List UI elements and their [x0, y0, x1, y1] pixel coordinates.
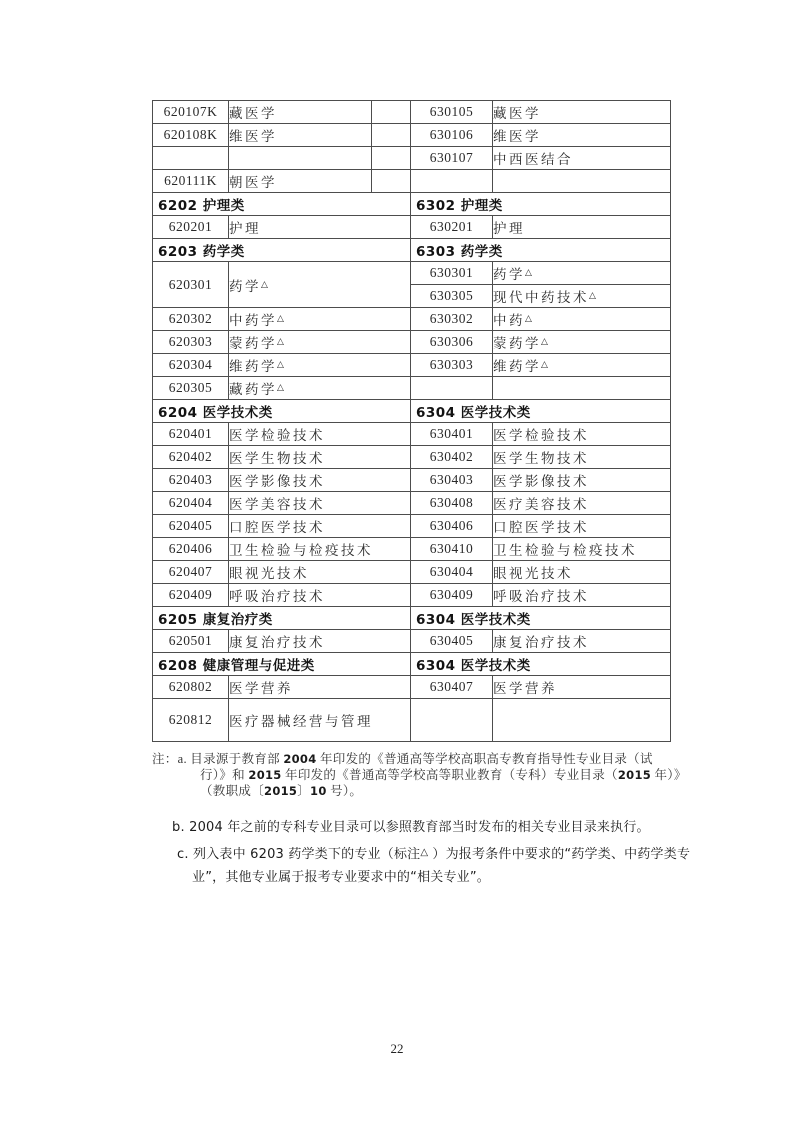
name-cell-left: 蒙药学△ [229, 331, 411, 354]
code-cell-left: 620407 [153, 561, 229, 584]
name-cell-right: 眼视光技术 [493, 561, 671, 584]
code-cell-left: 620812 [153, 699, 229, 742]
spacer-cell [372, 147, 411, 170]
code-cell-right: 630407 [411, 676, 493, 699]
section-row [153, 400, 671, 423]
name-cell-right: 现代中药技术△ [493, 285, 671, 308]
table-row [153, 538, 671, 561]
name-cell-right: 维药学△ [493, 354, 671, 377]
code-cell-right: 630303 [411, 354, 493, 377]
note-b: b. 2004 年之前的专科专业目录可以参照教育部当时发布的相关专业目录来执行。 [172, 820, 650, 835]
name-cell-right: 呼吸治疗技术 [493, 584, 671, 607]
name-cell-right: 护理 [493, 216, 671, 239]
table-row [153, 446, 671, 469]
name-cell-left: 呼吸治疗技术 [229, 584, 411, 607]
name-cell-right: 药学△ [493, 262, 671, 285]
section-label-right: 6304 医学技术类 [411, 607, 671, 630]
table-row [153, 676, 671, 699]
spacer-cell [372, 101, 411, 124]
specialty-code-table [152, 100, 671, 742]
code-cell-left [153, 147, 229, 170]
code-cell-left: 620404 [153, 492, 229, 515]
code-cell-right: 630408 [411, 492, 493, 515]
name-cell-left: 医学营养 [229, 676, 411, 699]
table-row [153, 377, 671, 400]
specialty-code-table-body [153, 101, 671, 742]
code-cell-right: 630402 [411, 446, 493, 469]
section-label-right: 6303 药学类 [411, 239, 671, 262]
name-cell-right [493, 377, 671, 400]
name-cell-left: 康复治疗技术 [229, 630, 411, 653]
code-cell-right [411, 170, 493, 193]
section-label-right: 6304 医学技术类 [411, 400, 671, 423]
section-row [153, 193, 671, 216]
name-cell-left: 医学生物技术 [229, 446, 411, 469]
name-cell-left: 口腔医学技术 [229, 515, 411, 538]
code-cell-left: 620501 [153, 630, 229, 653]
table-row [153, 124, 671, 147]
table-row [153, 331, 671, 354]
section-label-left: 6202 护理类 [153, 193, 411, 216]
code-cell-left: 620107K [153, 101, 229, 124]
code-cell-right: 630107 [411, 147, 493, 170]
name-cell-right: 藏医学 [493, 101, 671, 124]
section-row [153, 239, 671, 262]
code-cell-right: 630106 [411, 124, 493, 147]
name-cell-left [229, 147, 372, 170]
name-cell-left: 护理 [229, 216, 411, 239]
code-cell-right [411, 699, 493, 742]
code-cell-left: 620111K [153, 170, 229, 193]
section-label-left: 6204 医学技术类 [153, 400, 411, 423]
name-cell-left: 朝医学 [229, 170, 372, 193]
table-row [153, 515, 671, 538]
code-cell-right: 630401 [411, 423, 493, 446]
code-cell-right: 630404 [411, 561, 493, 584]
table-row [153, 101, 671, 124]
code-cell-right: 630301 [411, 262, 493, 285]
code-cell-right [411, 377, 493, 400]
name-cell-left: 医疗器械经营与管理 [229, 699, 411, 742]
name-cell-right: 医学营养 [493, 676, 671, 699]
name-cell-right: 口腔医学技术 [493, 515, 671, 538]
code-cell-left: 620303 [153, 331, 229, 354]
name-cell-left: 眼视光技术 [229, 561, 411, 584]
code-cell-left: 620802 [153, 676, 229, 699]
page-number: 22 [390, 1041, 404, 1056]
name-cell-left: 藏医学 [229, 101, 372, 124]
code-cell-left: 620302 [153, 308, 229, 331]
code-cell-right: 630305 [411, 285, 493, 308]
table-row [153, 561, 671, 584]
section-label-right: 6302 护理类 [411, 193, 671, 216]
code-cell-right: 630105 [411, 101, 493, 124]
code-cell-left: 620201 [153, 216, 229, 239]
name-cell-left: 医学美容技术 [229, 492, 411, 515]
name-cell-left: 药学△ [229, 262, 411, 308]
table-row [153, 699, 671, 742]
name-cell-right: 蒙药学△ [493, 331, 671, 354]
code-cell-right: 630409 [411, 584, 493, 607]
name-cell-left: 医学影像技术 [229, 469, 411, 492]
name-cell-right: 康复治疗技术 [493, 630, 671, 653]
code-cell-right: 630406 [411, 515, 493, 538]
name-cell-left: 维药学△ [229, 354, 411, 377]
table-row [153, 630, 671, 653]
spacer-cell [372, 170, 411, 193]
table-row [153, 423, 671, 446]
code-cell-left: 620406 [153, 538, 229, 561]
section-label-left: 6208 健康管理与促进类 [153, 653, 411, 676]
name-cell-right: 中西医结合 [493, 147, 671, 170]
name-cell-right: 卫生检验与检疫技术 [493, 538, 671, 561]
table-row [153, 147, 671, 170]
name-cell-right: 医学生物技术 [493, 446, 671, 469]
section-label-left: 6205 康复治疗类 [153, 607, 411, 630]
code-cell-left: 620108K [153, 124, 229, 147]
name-cell-left: 医学检验技术 [229, 423, 411, 446]
name-cell-right: 医疗美容技术 [493, 492, 671, 515]
section-label-left: 6203 药学类 [153, 239, 411, 262]
section-row [153, 653, 671, 676]
name-cell-left: 藏药学△ [229, 377, 411, 400]
code-cell-right: 630302 [411, 308, 493, 331]
name-cell-left: 中药学△ [229, 308, 411, 331]
code-cell-left: 620304 [153, 354, 229, 377]
code-cell-left: 620401 [153, 423, 229, 446]
spacer-cell [372, 124, 411, 147]
note-c: c. 列入表中 6203 药学类下的专业（标注△ ）为报考条件中要求的“药学类、中药学类专 业”，其他专业属于报考专业要求中的“相关专业”。 [177, 847, 691, 885]
code-cell-right: 630410 [411, 538, 493, 561]
code-cell-left: 620403 [153, 469, 229, 492]
code-cell-left: 620301 [153, 262, 229, 308]
name-cell-right [493, 170, 671, 193]
note-a: 注：a. 目录源于教育部 2004 年印发的《普通高等学校高职高专教育指导性专业目录（试 行）》和 2015 年印发的《普通高等学校高等职业教育（专科）专业目录（2015 年）》 （教职成〔2015〕10 号）。 [152, 752, 687, 798]
name-cell-left: 维医学 [229, 124, 372, 147]
code-cell-right: 630405 [411, 630, 493, 653]
code-cell-right: 630201 [411, 216, 493, 239]
code-cell-left: 620409 [153, 584, 229, 607]
table-row [153, 469, 671, 492]
name-cell-left: 卫生检验与检疫技术 [229, 538, 411, 561]
section-label-right: 6304 医学技术类 [411, 653, 671, 676]
table-row [153, 262, 671, 285]
name-cell-right [493, 699, 671, 742]
name-cell-right: 中药△ [493, 308, 671, 331]
code-cell-right: 630403 [411, 469, 493, 492]
name-cell-right: 医学检验技术 [493, 423, 671, 446]
table-row [153, 584, 671, 607]
table-row [153, 170, 671, 193]
table-row [153, 492, 671, 515]
code-cell-left: 620405 [153, 515, 229, 538]
code-cell-left: 620305 [153, 377, 229, 400]
table-row [153, 354, 671, 377]
code-cell-left: 620402 [153, 446, 229, 469]
name-cell-right: 医学影像技术 [493, 469, 671, 492]
table-row [153, 216, 671, 239]
name-cell-right: 维医学 [493, 124, 671, 147]
code-cell-right: 630306 [411, 331, 493, 354]
section-row [153, 607, 671, 630]
table-row [153, 308, 671, 331]
